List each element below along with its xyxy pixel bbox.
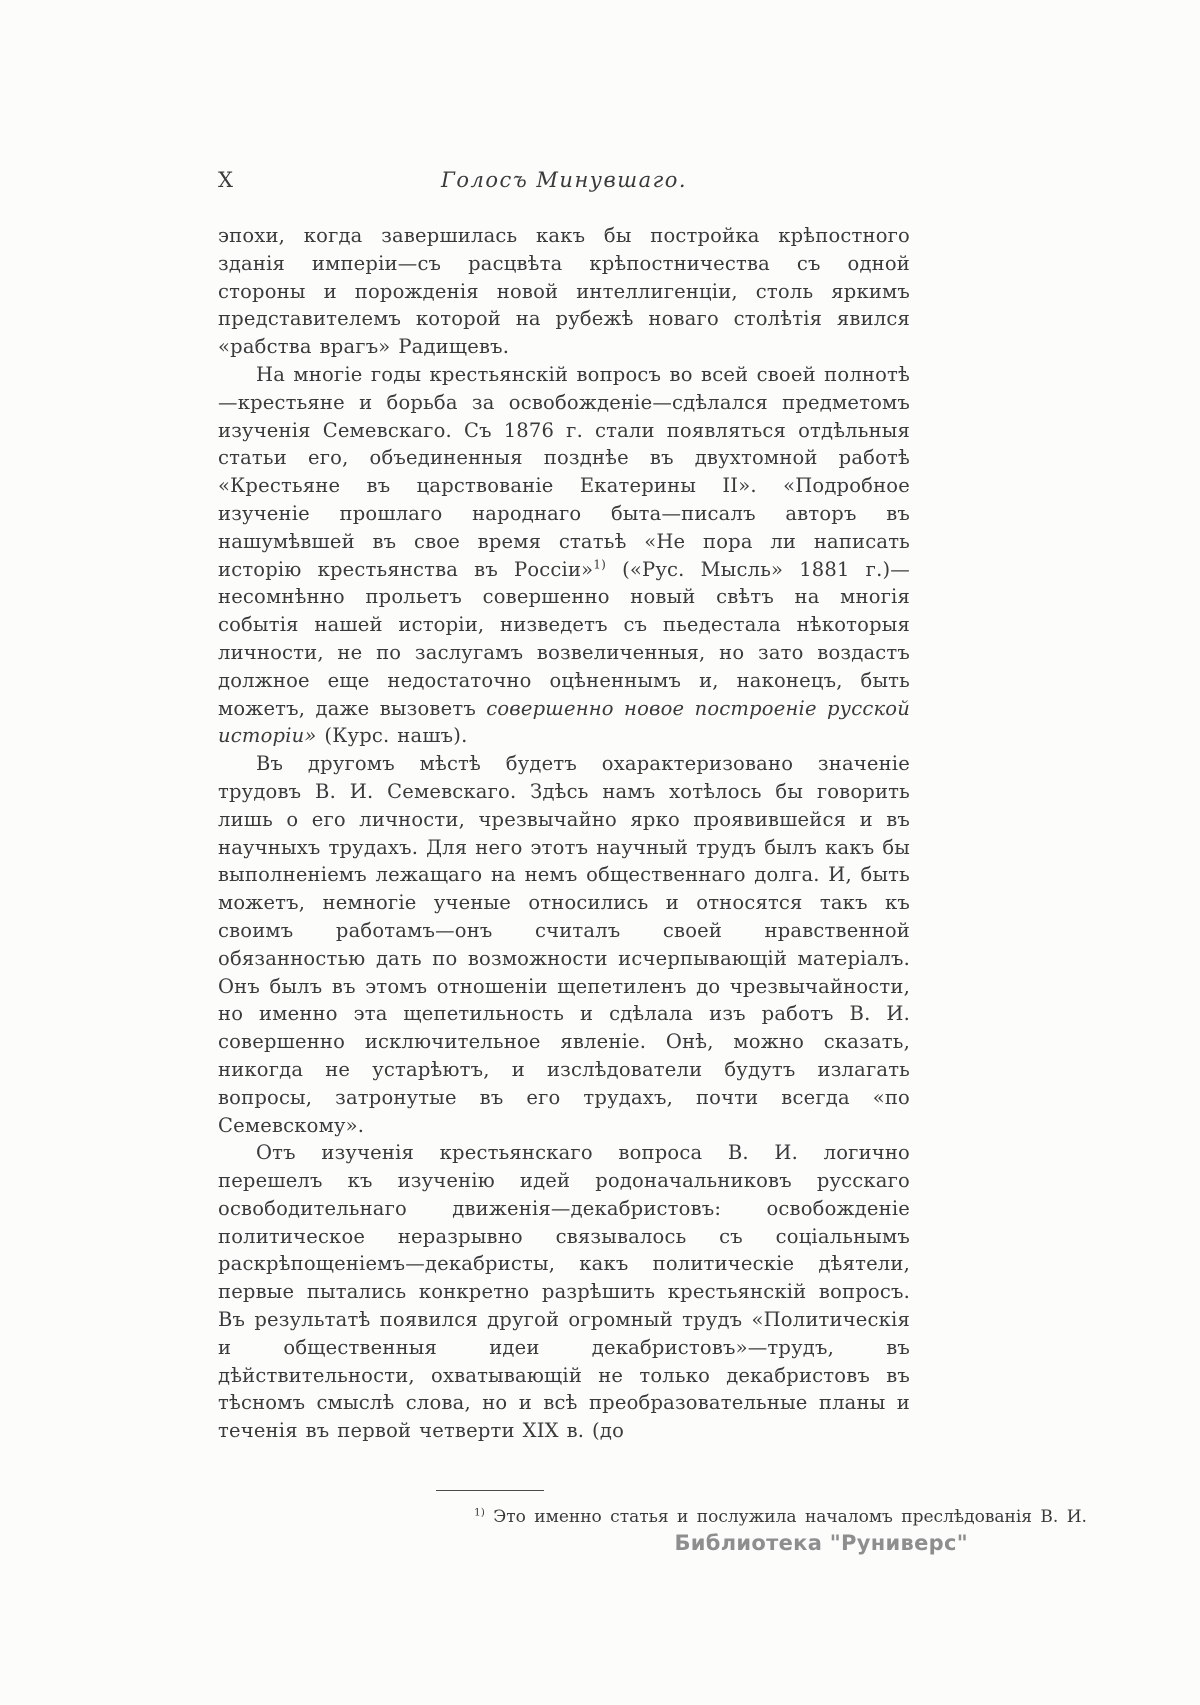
- paragraph-text: (Курс. нашъ).: [316, 724, 468, 748]
- body-text: [218, 222, 910, 1445]
- footnote: [436, 1505, 1128, 1529]
- page-header: [218, 168, 910, 192]
- footnote-text: Это именно статья и послужила началомъ преслѣдованія В. И.: [484, 1507, 1087, 1527]
- library-watermark: Библиотека "Руниверс": [674, 1531, 968, 1555]
- paragraph-text: На многіе годы крестьянскій вопросъ во всей своей полнотѣ—крестьяне и борьба за освобожденіе—сдѣлался предметомъ изученія Семевскаго. Съ 1876 г. стали появляться отдѣльныя статьи его, объединенныя позднѣе въ двухтомной работѣ «Крестьяне въ царствованіе Екатерины II». «Подробное изученіе прошлаго народнаго быта—писалъ авторъ въ нашумѣвшей въ свое время статьѣ «Не пора ли написать исторію крестьянства въ Россіи»: [218, 362, 910, 581]
- running-title: Голосъ Минувшаго.: [440, 168, 688, 192]
- paragraph: [218, 750, 910, 1139]
- paragraph: [218, 1139, 910, 1445]
- footnote-reference: 1): [593, 557, 607, 572]
- footnote-separator: [436, 1490, 544, 1491]
- emphasized-text: совершенно новое построеніе русской исторіи»: [218, 696, 910, 748]
- page-footer: [436, 1490, 1128, 1529]
- paragraph: [218, 361, 910, 750]
- paragraph-text: Отъ изученія крестьянскаго вопроса В. И. логично перешелъ къ изученію идей родоначальниковъ русскаго освободительнаго движенія—декабристовъ: освобожденіе политическое неразрывно связывалось съ соціальнымъ раскрѣпощеніемъ—декабристы, какъ политическіе дѣятели, первые пытались конкретно разрѣшить крестьянскій вопросъ. Въ результатѣ появился другой огромный трудъ «Политическія и общественныя идеи декабристовъ»—трудъ, въ дѣйствительности, охватывающій не только декабристовъ въ тѣсномъ смыслѣ слова, но и всѣ преобразовательные планы и теченія въ первой четверти XIX в. (до: [218, 1141, 910, 1443]
- page-number: X: [218, 168, 234, 192]
- footnote-mark: 1): [474, 1506, 485, 1519]
- paragraph-text: («Рус. Мысль» 1881 г.)—несомнѣнно прольетъ совершенно новый свѣтъ на многія событія нашей исторіи, низведетъ съ пьедестала нѣкоторыя личности, не по заслугамъ возвеличенныя, но зато воздастъ должное еще недостаточно оцѣненнымъ и, наконецъ, быть можетъ, даже вызоветъ: [218, 557, 910, 720]
- paragraph: [218, 222, 910, 361]
- paragraph-text: Въ другомъ мѣстѣ будетъ охарактеризовано значеніе трудовъ В. И. Семевскаго. Здѣсь намъ хотѣлось бы говорить лишь о его личности, чрезвычайно ярко проявившейся и въ научныхъ трудахъ. Для него этотъ научный трудъ былъ какъ бы выполненіемъ лежащаго на немъ общественнаго долга. И, быть можетъ, немногіе ученые относились и относятся такъ къ своимъ работамъ—онъ считалъ своей нравственной обязанностью дать по возможности исчерпывающій матеріалъ. Онъ былъ въ этомъ отношеніи щепетиленъ до чрезвычайности, но именно эта щепетильность и сдѣлала изъ работъ В. И. совершенно исключительное явленіе. Онѣ, можно сказать, никогда не устарѣютъ, и изслѣдователи будутъ излагать вопросы, затронутые въ его трудахъ, почти всегда «по Семевскому».: [218, 752, 910, 1137]
- page-content: [218, 168, 1087, 1527]
- paragraph-text: эпохи, когда завершилась какъ бы постройка крѣпостного зданія имперіи—съ расцвѣта крѣпостничества съ одной стороны и порожденія новой интеллигенціи, столь яркимъ представителемъ которой на рубежѣ новаго столѣтія явился «рабства врагъ» Радищевъ.: [218, 224, 910, 359]
